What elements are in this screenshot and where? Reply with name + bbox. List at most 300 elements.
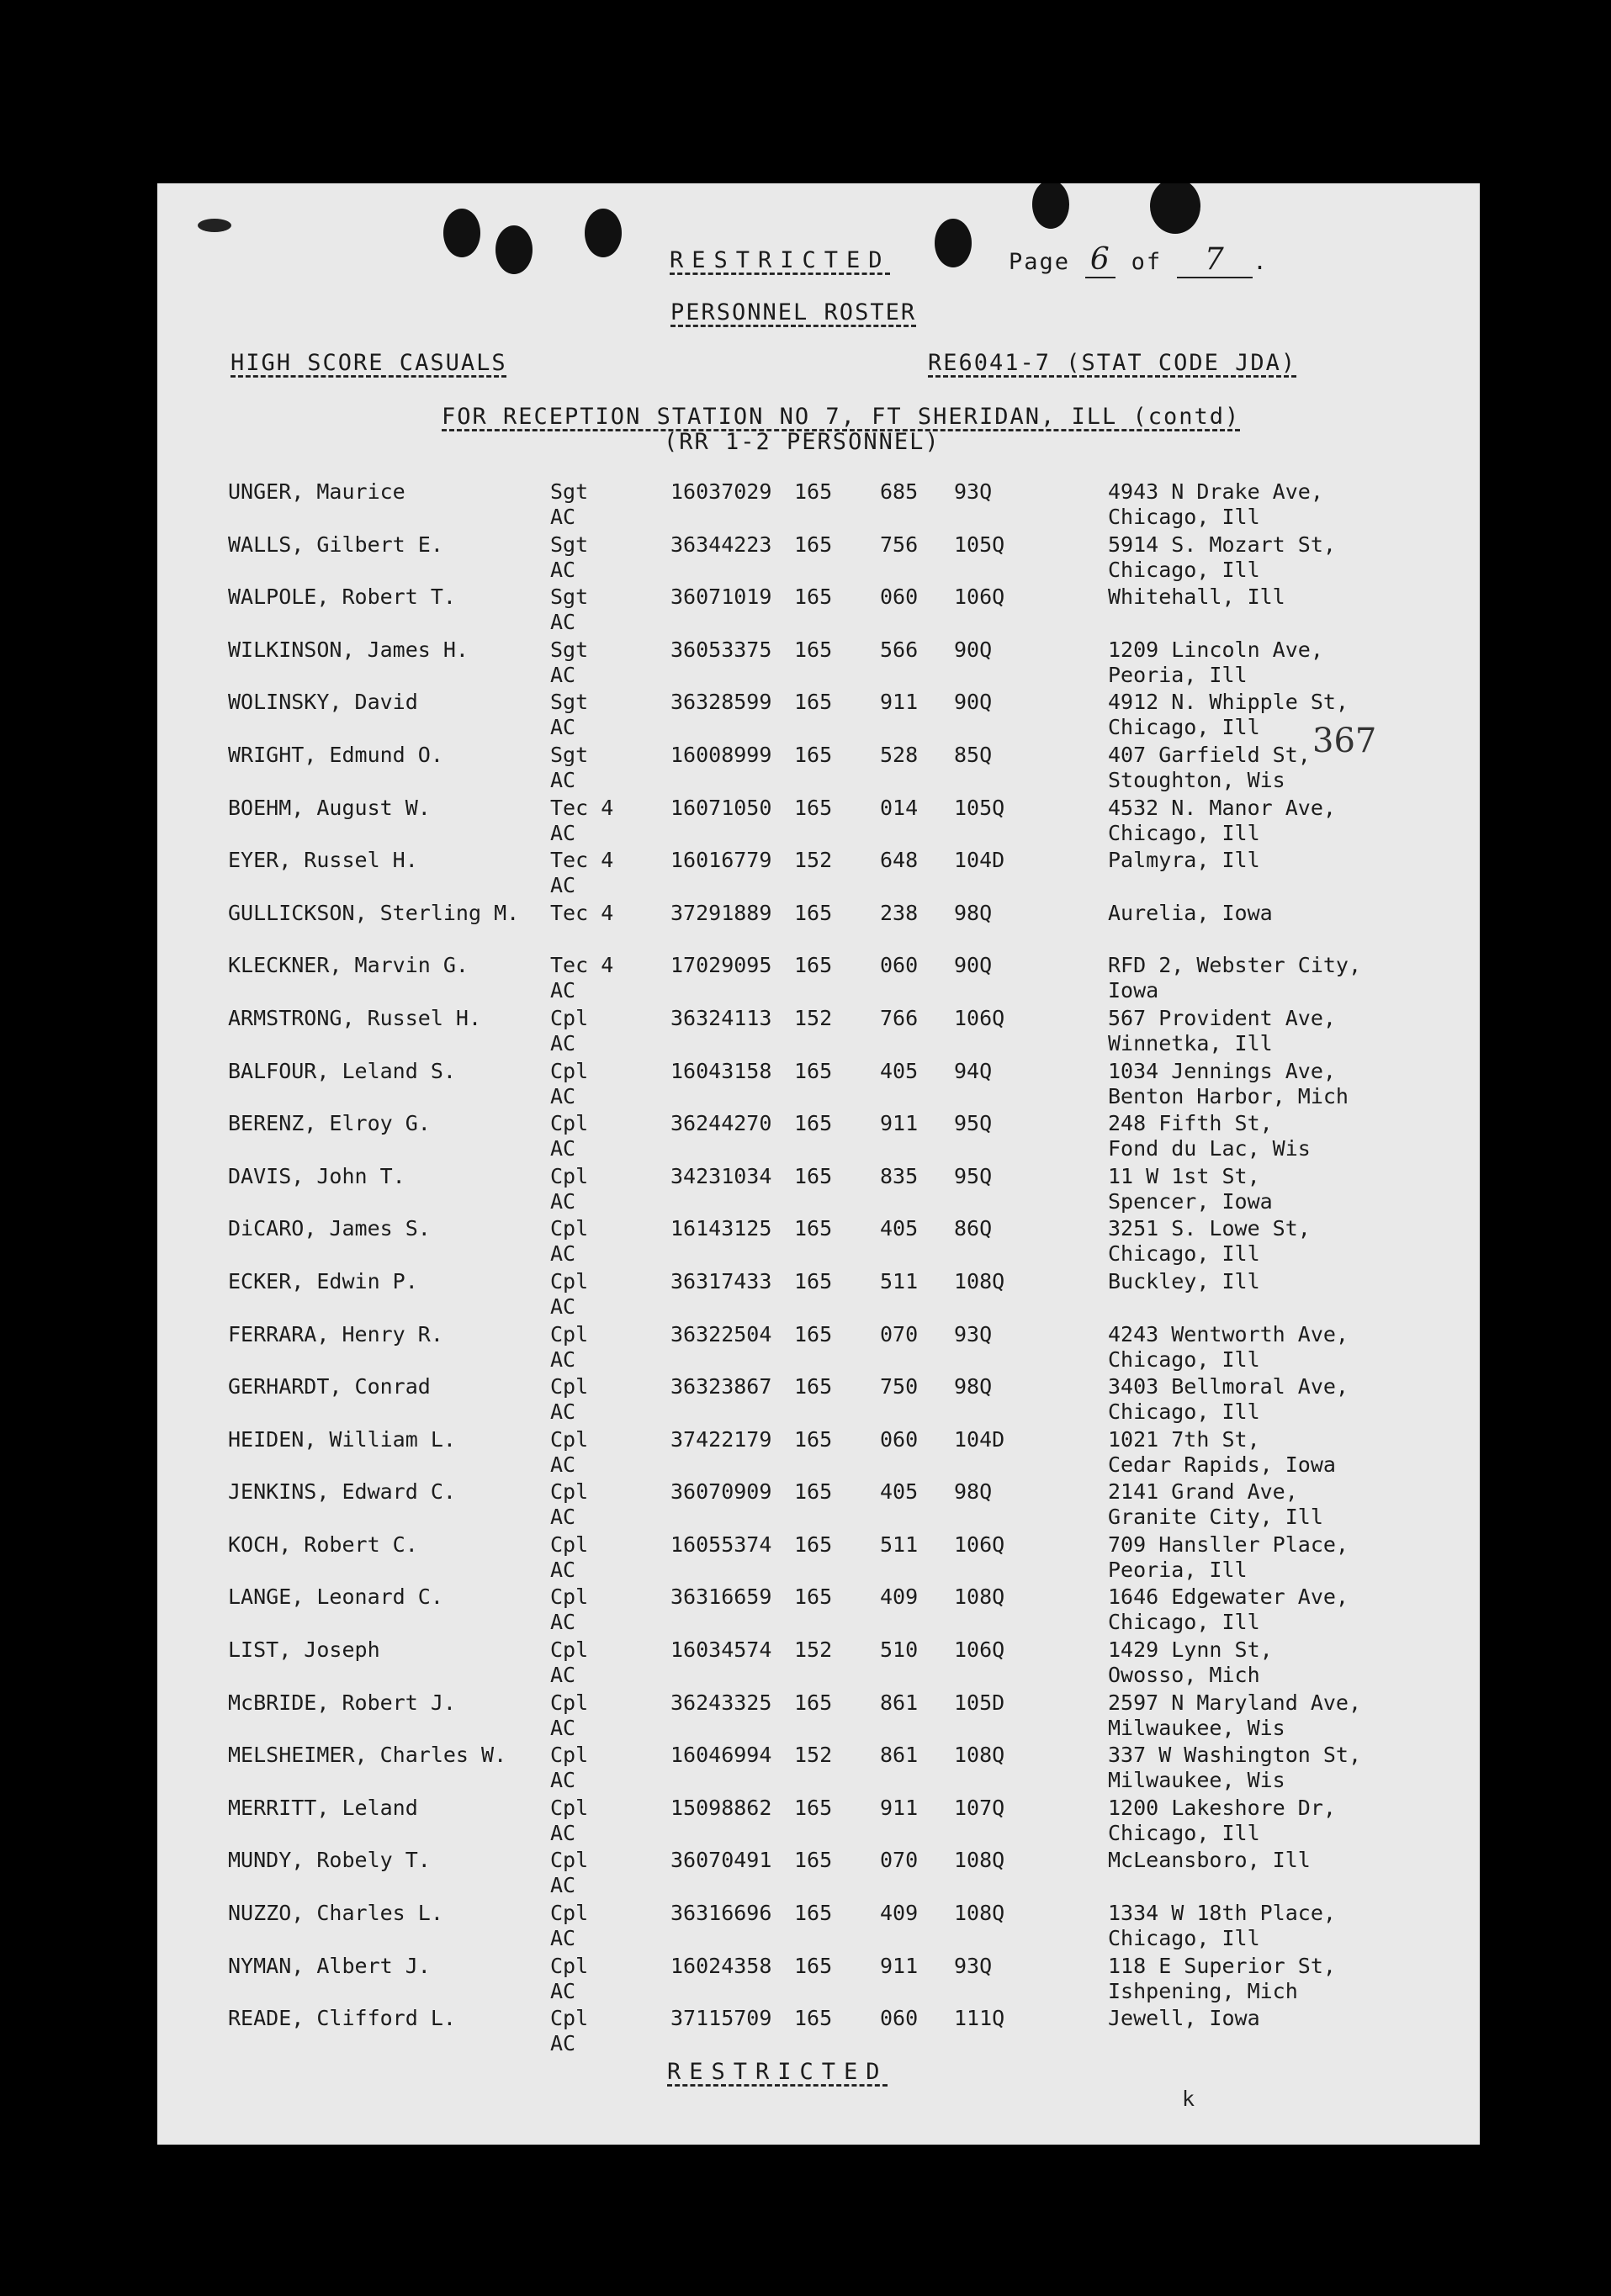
entry-code-b: 405	[880, 1058, 919, 1083]
entry-serial-number: 36344223	[670, 532, 772, 557]
entry-name: DAVIS, John T.	[228, 1163, 405, 1188]
entry-code-c: 105Q	[954, 795, 1005, 820]
entry-name: DiCARO, James S.	[228, 1216, 431, 1241]
table-row	[228, 1269, 1406, 1322]
entry-name: MUNDY, Robely T.	[228, 1848, 431, 1873]
entry-arm: AC	[550, 1715, 576, 1740]
entry-arm: AC	[550, 1188, 576, 1214]
table-row	[228, 1901, 1406, 1954]
entry-grade: Sgt	[550, 742, 589, 767]
table-row	[228, 953, 1406, 1006]
table-row	[228, 1164, 1406, 1217]
entry-address-line2: Chicago, Ill	[1108, 557, 1260, 582]
entry-grade: Sgt	[550, 585, 589, 610]
page-number: 6	[1085, 242, 1116, 278]
entry-grade: Cpl	[550, 1321, 589, 1346]
entry-code-b: 648	[880, 848, 919, 873]
entry-address-line1: 337 W Washington St,	[1108, 1743, 1362, 1768]
entry-code-a: 165	[794, 585, 833, 610]
entry-serial-number: 16046994	[670, 1743, 772, 1768]
entry-grade: Cpl	[550, 1584, 589, 1610]
table-row	[228, 1322, 1406, 1375]
entry-serial-number: 36316696	[670, 1901, 772, 1926]
entry-address-line2: Ishpening, Mich	[1108, 1978, 1298, 2003]
entry-code-b: 405	[880, 1216, 919, 1241]
entry-address-line1: 118 E Superior St,	[1108, 1953, 1336, 1978]
entry-address-line1: McLeansboro, Ill	[1108, 1848, 1311, 1873]
entry-code-c: 106Q	[954, 585, 1005, 610]
entry-grade: Cpl	[550, 2006, 589, 2031]
entry-code-c: 111Q	[954, 2006, 1005, 2031]
entry-arm: AC	[550, 1505, 576, 1530]
table-row	[228, 848, 1406, 901]
entry-code-a: 165	[794, 1268, 833, 1293]
entry-address-line1: RFD 2, Webster City,	[1108, 953, 1362, 978]
entry-code-a: 165	[794, 1795, 833, 1820]
entry-grade: Sgt	[550, 690, 589, 715]
entry-code-c: 106Q	[954, 1005, 1005, 1030]
entry-arm: AC	[550, 1030, 576, 1055]
entry-grade: Cpl	[550, 1268, 589, 1293]
entry-arm: AC	[550, 1557, 576, 1582]
entry-grade: Cpl	[550, 1953, 589, 1978]
entry-grade: Cpl	[550, 1005, 589, 1030]
restricted-footer: RESTRICTED	[667, 2059, 888, 2085]
entry-address-line2: Chicago, Ill	[1108, 1820, 1260, 1845]
entry-serial-number: 16016779	[670, 848, 772, 873]
entry-grade: Cpl	[550, 1637, 589, 1663]
entry-address-line1: 11 W 1st St,	[1108, 1163, 1260, 1188]
entry-code-a: 165	[794, 532, 833, 557]
punch-hole	[935, 219, 972, 267]
personnel-subtitle: (RR 1-2 PERSONNEL)	[664, 429, 941, 455]
entry-code-b: 511	[880, 1532, 919, 1557]
station-title: FOR RECEPTION STATION NO 7, FT SHERIDAN, ILL (contd)	[442, 404, 1241, 430]
entry-code-c: 104D	[954, 848, 1005, 873]
entry-address-line2: Chicago, Ill	[1108, 715, 1260, 740]
punch-hole	[585, 209, 622, 257]
entry-name: GULLICKSON, Sterling M.	[228, 900, 520, 925]
entry-serial-number: 17029095	[670, 953, 772, 978]
entry-serial-number: 16143125	[670, 1216, 772, 1241]
entry-address-line1: 4912 N. Whipple St,	[1108, 690, 1349, 715]
entry-serial-number: 36317433	[670, 1268, 772, 1293]
entry-serial-number: 36316659	[670, 1584, 772, 1610]
entry-name: READE, Clifford L.	[228, 2006, 456, 2031]
entry-arm: AC	[550, 767, 576, 792]
entry-code-a: 165	[794, 1532, 833, 1557]
entry-name: HEIDEN, William L.	[228, 1426, 456, 1452]
entry-code-a: 165	[794, 795, 833, 820]
entry-serial-number: 16034574	[670, 1637, 772, 1663]
entry-address-line1: 4532 N. Manor Ave,	[1108, 795, 1336, 820]
entry-code-c: 95Q	[954, 1163, 993, 1188]
entry-grade: Cpl	[550, 1479, 589, 1505]
entry-code-b: 861	[880, 1690, 919, 1715]
entry-address-line1: 1646 Edgewater Ave,	[1108, 1584, 1349, 1610]
entry-arm: AC	[550, 1926, 576, 1951]
page-total: 7	[1177, 242, 1253, 278]
entry-code-c: 86Q	[954, 1216, 993, 1241]
entry-grade: Cpl	[550, 1216, 589, 1241]
ink-speck	[198, 219, 231, 232]
table-row	[228, 1059, 1406, 1112]
entry-serial-number: 16055374	[670, 1532, 772, 1557]
entry-code-a: 165	[794, 1163, 833, 1188]
entry-serial-number: 34231034	[670, 1163, 772, 1188]
entry-name: ECKER, Edwin P.	[228, 1268, 418, 1293]
entry-name: WRIGHT, Edmund O.	[228, 742, 443, 767]
entry-code-b: 070	[880, 1321, 919, 1346]
entry-serial-number: 36053375	[670, 637, 772, 662]
entry-grade: Tec 4	[550, 795, 614, 820]
entry-name: BERENZ, Elroy G.	[228, 1111, 431, 1136]
entry-address-line2: Peoria, Ill	[1108, 1557, 1248, 1582]
entry-grade: Cpl	[550, 1690, 589, 1715]
entry-name: McBRIDE, Robert J.	[228, 1690, 456, 1715]
entry-address-line2: Chicago, Ill	[1108, 1610, 1260, 1635]
entry-code-a: 165	[794, 742, 833, 767]
punch-hole	[443, 209, 480, 257]
entry-code-b: 409	[880, 1901, 919, 1926]
entry-code-b: 511	[880, 1268, 919, 1293]
page-label: Page	[1009, 249, 1071, 275]
table-row	[228, 1637, 1406, 1690]
roster-table	[228, 479, 1406, 2059]
table-row	[228, 2006, 1406, 2059]
entry-grade: Sgt	[550, 532, 589, 557]
entry-address-line1: 2141 Grand Ave,	[1108, 1479, 1298, 1505]
entry-code-c: 90Q	[954, 690, 993, 715]
entry-address-line2: Winnetka, Ill	[1108, 1030, 1273, 1055]
entry-code-b: 060	[880, 585, 919, 610]
entry-serial-number: 16071050	[670, 795, 772, 820]
entry-code-b: 756	[880, 532, 919, 557]
stat-code: RE6041-7 (STAT CODE JDA)	[928, 350, 1297, 376]
entry-grade: Cpl	[550, 1743, 589, 1768]
entry-code-c: 93Q	[954, 479, 993, 504]
entry-name: MERRITT, Leland	[228, 1795, 418, 1820]
page-of: of	[1131, 249, 1163, 275]
entry-address-line2: Milwaukee, Wis	[1108, 1768, 1285, 1793]
entry-code-b: 566	[880, 637, 919, 662]
entry-code-c: 98Q	[954, 1479, 993, 1505]
entry-name: NYMAN, Albert J.	[228, 1953, 431, 1978]
entry-code-c: 108Q	[954, 1584, 1005, 1610]
table-row	[228, 532, 1406, 585]
entry-code-a: 165	[794, 690, 833, 715]
entry-address-line1: Aurelia, Iowa	[1108, 900, 1273, 925]
entry-code-a: 165	[794, 1901, 833, 1926]
entry-code-c: 90Q	[954, 953, 993, 978]
table-row	[228, 1743, 1406, 1796]
entry-grade: Cpl	[550, 1532, 589, 1557]
entry-code-a: 165	[794, 637, 833, 662]
entry-code-c: 90Q	[954, 637, 993, 662]
entry-grade: Sgt	[550, 637, 589, 662]
entry-address-line2: Granite City, Ill	[1108, 1505, 1323, 1530]
entry-grade: Cpl	[550, 1795, 589, 1820]
entry-address-line1: 1334 W 18th Place,	[1108, 1901, 1336, 1926]
entry-address-line1: Jewell, Iowa	[1108, 2006, 1260, 2031]
entry-name: MELSHEIMER, Charles W.	[228, 1743, 507, 1768]
entry-code-c: 108Q	[954, 1848, 1005, 1873]
entry-code-b: 510	[880, 1637, 919, 1663]
entry-address-line1: 407 Garfield St,	[1108, 742, 1311, 767]
page-stamp-number: 367	[1312, 722, 1377, 760]
entry-serial-number: 36328599	[670, 690, 772, 715]
entry-code-c: 106Q	[954, 1637, 1005, 1663]
entry-arm: AC	[550, 1452, 576, 1477]
entry-arm: AC	[550, 820, 576, 845]
entry-serial-number: 36070909	[670, 1479, 772, 1505]
entry-address-line2: Chicago, Ill	[1108, 505, 1260, 529]
entry-grade: Cpl	[550, 1163, 589, 1188]
table-row	[228, 585, 1406, 637]
entry-grade: Tec 4	[550, 953, 614, 978]
entry-code-b: 750	[880, 1374, 919, 1399]
entry-code-a: 165	[794, 1690, 833, 1715]
entry-serial-number: 37291889	[670, 900, 772, 925]
entry-code-b: 835	[880, 1163, 919, 1188]
entry-code-b: 060	[880, 2006, 919, 2031]
group-title: HIGH SCORE CASUALS	[231, 350, 507, 376]
entry-address-line1: Buckley, Ill	[1108, 1268, 1260, 1293]
table-row	[228, 1690, 1406, 1743]
entry-address-line1: 4243 Wentworth Ave,	[1108, 1321, 1349, 1346]
entry-serial-number: 36244270	[670, 1111, 772, 1136]
entry-address-line2: Milwaukee, Wis	[1108, 1715, 1285, 1740]
entry-arm: AC	[550, 1663, 576, 1688]
entry-code-a: 165	[794, 1953, 833, 1978]
entry-serial-number: 36322504	[670, 1321, 772, 1346]
entry-arm: AC	[550, 505, 576, 529]
entry-code-c: 107Q	[954, 1795, 1005, 1820]
table-row	[228, 1006, 1406, 1059]
entry-address-line2: Spencer, Iowa	[1108, 1188, 1273, 1214]
entry-serial-number: 36070491	[670, 1848, 772, 1873]
entry-name: UNGER, Maurice	[228, 479, 405, 504]
roster-page	[157, 183, 1480, 2145]
entry-name: WALPOLE, Robert T.	[228, 585, 456, 610]
entry-code-a: 165	[794, 479, 833, 504]
entry-address-line1: 567 Provident Ave,	[1108, 1005, 1336, 1030]
entry-code-c: 93Q	[954, 1953, 993, 1978]
entry-address-line2: Chicago, Ill	[1108, 1926, 1260, 1951]
entry-address-line1: 5914 S. Mozart St,	[1108, 532, 1336, 557]
entry-code-a: 152	[794, 1005, 833, 1030]
entry-serial-number: 16037029	[670, 479, 772, 504]
table-row	[228, 479, 1406, 532]
entry-serial-number: 16024358	[670, 1953, 772, 1978]
entry-name: NUZZO, Charles L.	[228, 1901, 443, 1926]
entry-code-b: 528	[880, 742, 919, 767]
entry-name: EYER, Russel H.	[228, 848, 418, 873]
table-row	[228, 1427, 1406, 1480]
footer-mark: k	[1182, 2087, 1195, 2111]
entry-grade: Tec 4	[550, 900, 614, 925]
entry-code-c: 108Q	[954, 1268, 1005, 1293]
entry-code-c: 108Q	[954, 1901, 1005, 1926]
entry-grade: Cpl	[550, 1374, 589, 1399]
table-row	[228, 796, 1406, 849]
entry-address-line1: 248 Fifth St,	[1108, 1111, 1273, 1136]
entry-grade: Cpl	[550, 1111, 589, 1136]
entry-arm: AC	[550, 1820, 576, 1845]
entry-grade: Cpl	[550, 1426, 589, 1452]
entry-code-c: 105D	[954, 1690, 1005, 1715]
entry-address-line2: Iowa	[1108, 978, 1159, 1003]
entry-serial-number: 37422179	[670, 1426, 772, 1452]
entry-name: KOCH, Robert C.	[228, 1532, 418, 1557]
entry-address-line1: 1034 Jennings Ave,	[1108, 1058, 1336, 1083]
entry-name: LIST, Joseph	[228, 1637, 380, 1663]
entry-address-line1: 1209 Lincoln Ave,	[1108, 637, 1323, 662]
entry-address-line2: Owosso, Mich	[1108, 1663, 1260, 1688]
entry-serial-number: 36323867	[670, 1374, 772, 1399]
entry-code-c: 98Q	[954, 1374, 993, 1399]
entry-arm: AC	[550, 1346, 576, 1372]
entry-name: LANGE, Leonard C.	[228, 1584, 443, 1610]
entry-arm: AC	[550, 715, 576, 740]
entry-arm: AC	[550, 557, 576, 582]
entry-code-c: 105Q	[954, 532, 1005, 557]
entry-serial-number: 37115709	[670, 2006, 772, 2031]
restricted-heading: RESTRICTED	[670, 247, 891, 273]
entry-arm: AC	[550, 873, 576, 898]
entry-address-line1: 1021 7th St,	[1108, 1426, 1260, 1452]
page-indicator: Page 6 of 7 .	[1009, 242, 1269, 277]
entry-address-line2: Fond du Lac, Wis	[1108, 1136, 1311, 1161]
entry-code-a: 165	[794, 1058, 833, 1083]
entry-name: ARMSTRONG, Russel H.	[228, 1005, 482, 1030]
table-row	[228, 1848, 1406, 1901]
entry-code-c: 93Q	[954, 1321, 993, 1346]
table-row	[228, 743, 1406, 796]
table-row	[228, 637, 1406, 690]
entry-name: WOLINSKY, David	[228, 690, 418, 715]
entry-address-line2: Cedar Rapids, Iowa	[1108, 1452, 1336, 1477]
entry-address-line1: Palmyra, Ill	[1108, 848, 1260, 873]
entry-code-a: 165	[794, 1374, 833, 1399]
entry-code-a: 165	[794, 1321, 833, 1346]
entry-grade: Tec 4	[550, 848, 614, 873]
entry-serial-number: 16043158	[670, 1058, 772, 1083]
table-row	[228, 1584, 1406, 1637]
entry-arm: AC	[550, 662, 576, 687]
entry-grade: Cpl	[550, 1848, 589, 1873]
entry-code-c: 108Q	[954, 1743, 1005, 1768]
entry-code-c: 104D	[954, 1426, 1005, 1452]
table-row	[228, 1374, 1406, 1427]
entry-code-a: 165	[794, 900, 833, 925]
entry-name: BOEHM, August W.	[228, 795, 431, 820]
entry-grade: Sgt	[550, 479, 589, 504]
entry-arm: AC	[550, 978, 576, 1003]
entry-arm: AC	[550, 1293, 576, 1319]
entry-code-a: 165	[794, 1479, 833, 1505]
entry-arm: AC	[550, 1873, 576, 1898]
entry-code-b: 070	[880, 1848, 919, 1873]
table-row	[228, 1479, 1406, 1532]
roster-title: PERSONNEL ROSTER	[670, 299, 917, 325]
punch-hole	[1150, 183, 1200, 234]
entry-grade: Cpl	[550, 1058, 589, 1083]
table-row	[228, 1796, 1406, 1849]
entry-address-line1: 1200 Lakeshore Dr,	[1108, 1795, 1336, 1820]
entry-serial-number: 15098862	[670, 1795, 772, 1820]
entry-grade: Cpl	[550, 1901, 589, 1926]
entry-code-b: 911	[880, 690, 919, 715]
entry-code-b: 861	[880, 1743, 919, 1768]
entry-name: BALFOUR, Leland S.	[228, 1058, 456, 1083]
entry-code-c: 98Q	[954, 900, 993, 925]
entry-arm: AC	[550, 1610, 576, 1635]
entry-arm: AC	[550, 1136, 576, 1161]
entry-serial-number: 36243325	[670, 1690, 772, 1715]
entry-serial-number: 16008999	[670, 742, 772, 767]
entry-address-line2: Stoughton, Wis	[1108, 767, 1285, 792]
entry-code-c: 95Q	[954, 1111, 993, 1136]
entry-address-line2: Chicago, Ill	[1108, 1346, 1260, 1372]
entry-code-a: 165	[794, 1111, 833, 1136]
entry-code-b: 911	[880, 1953, 919, 1978]
entry-code-b: 014	[880, 795, 919, 820]
entry-arm: AC	[550, 1768, 576, 1793]
entry-arm: AC	[550, 2031, 576, 2056]
entry-code-c: 106Q	[954, 1532, 1005, 1557]
entry-name: GERHARDT, Conrad	[228, 1374, 431, 1399]
entry-code-a: 165	[794, 953, 833, 978]
entry-code-b: 685	[880, 479, 919, 504]
entry-address-line1: 3403 Bellmoral Ave,	[1108, 1374, 1349, 1399]
table-row	[228, 1111, 1406, 1164]
entry-address-line1: 3251 S. Lowe St,	[1108, 1216, 1311, 1241]
entry-address-line2: Chicago, Ill	[1108, 1399, 1260, 1425]
entry-address-line2: Benton Harbor, Mich	[1108, 1083, 1349, 1108]
entry-code-b: 766	[880, 1005, 919, 1030]
entry-arm: AC	[550, 610, 576, 635]
entry-serial-number: 36324113	[670, 1005, 772, 1030]
entry-address-line1: 1429 Lynn St,	[1108, 1637, 1273, 1663]
entry-address-line2: Peoria, Ill	[1108, 662, 1248, 687]
entry-address-line1: Whitehall, Ill	[1108, 585, 1285, 610]
entry-code-c: 85Q	[954, 742, 993, 767]
entry-code-a: 152	[794, 848, 833, 873]
entry-address-line2: Chicago, Ill	[1108, 820, 1260, 845]
entry-code-b: 911	[880, 1795, 919, 1820]
entry-code-a: 165	[794, 1584, 833, 1610]
entry-code-b: 060	[880, 953, 919, 978]
entry-arm: AC	[550, 1978, 576, 2003]
entry-code-b: 405	[880, 1479, 919, 1505]
table-row	[228, 690, 1406, 743]
table-row	[228, 901, 1406, 954]
entry-address-line1: 4943 N Drake Ave,	[1108, 479, 1323, 504]
entry-code-b: 060	[880, 1426, 919, 1452]
entry-name: WALLS, Gilbert E.	[228, 532, 443, 557]
entry-code-a: 165	[794, 1426, 833, 1452]
entry-address-line1: 2597 N Maryland Ave,	[1108, 1690, 1362, 1715]
entry-arm: AC	[550, 1083, 576, 1108]
entry-code-b: 911	[880, 1111, 919, 1136]
entry-code-a: 152	[794, 1743, 833, 1768]
entry-code-a: 165	[794, 1216, 833, 1241]
entry-address-line1: 709 Hansller Place,	[1108, 1532, 1349, 1557]
entry-name: FERRARA, Henry R.	[228, 1321, 443, 1346]
entry-code-b: 409	[880, 1584, 919, 1610]
entry-code-a: 165	[794, 2006, 833, 2031]
